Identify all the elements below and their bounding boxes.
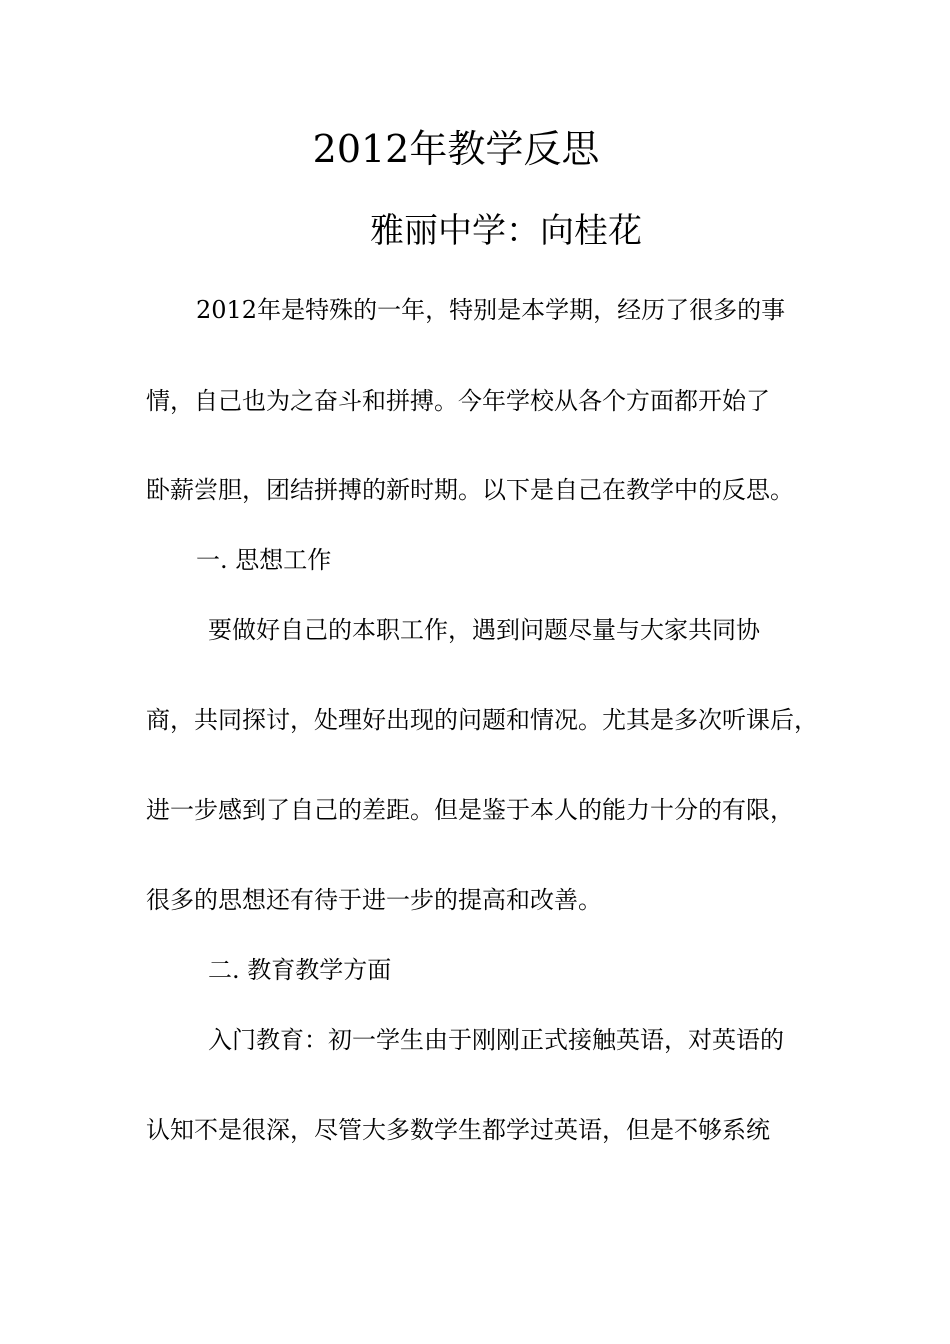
paragraph-line: 卧薪尝胆，团结拼搏的新时期。以下是自己在教学中的反思。 [146, 476, 794, 504]
paragraph-line: 要做好自己的本职工作，遇到问题尽量与大家共同协 [208, 616, 760, 644]
paragraph-line: 商，共同探讨，处理好出现的问题和情况。尤其是多次听课后， [146, 706, 818, 734]
section-heading: 一. 思想工作 [196, 546, 332, 574]
paragraph-line: 认知不是很深，尽管大多数学生都学过英语，但是不够系统 [146, 1116, 770, 1144]
paragraph-line: 情，自己也为之奋斗和拼搏。今年学校从各个方面都开始了 [146, 387, 770, 415]
section-heading: 二. 教育教学方面 [208, 956, 392, 984]
paragraph-line: 进一步感到了自己的差距。但是鉴于本人的能力十分的有限， [146, 796, 794, 824]
document-author: 雅丽中学：向桂花 [370, 211, 642, 251]
paragraph-line: 很多的思想还有待于进一步的提高和改善。 [146, 886, 602, 914]
document-title: 2012年教学反思 [312, 127, 600, 171]
paragraph-line: 2012年是特殊的一年，特别是本学期，经历了很多的事 [196, 296, 786, 324]
paragraph-line: 入门教育：初一学生由于刚刚正式接触英语，对英语的 [208, 1026, 784, 1054]
